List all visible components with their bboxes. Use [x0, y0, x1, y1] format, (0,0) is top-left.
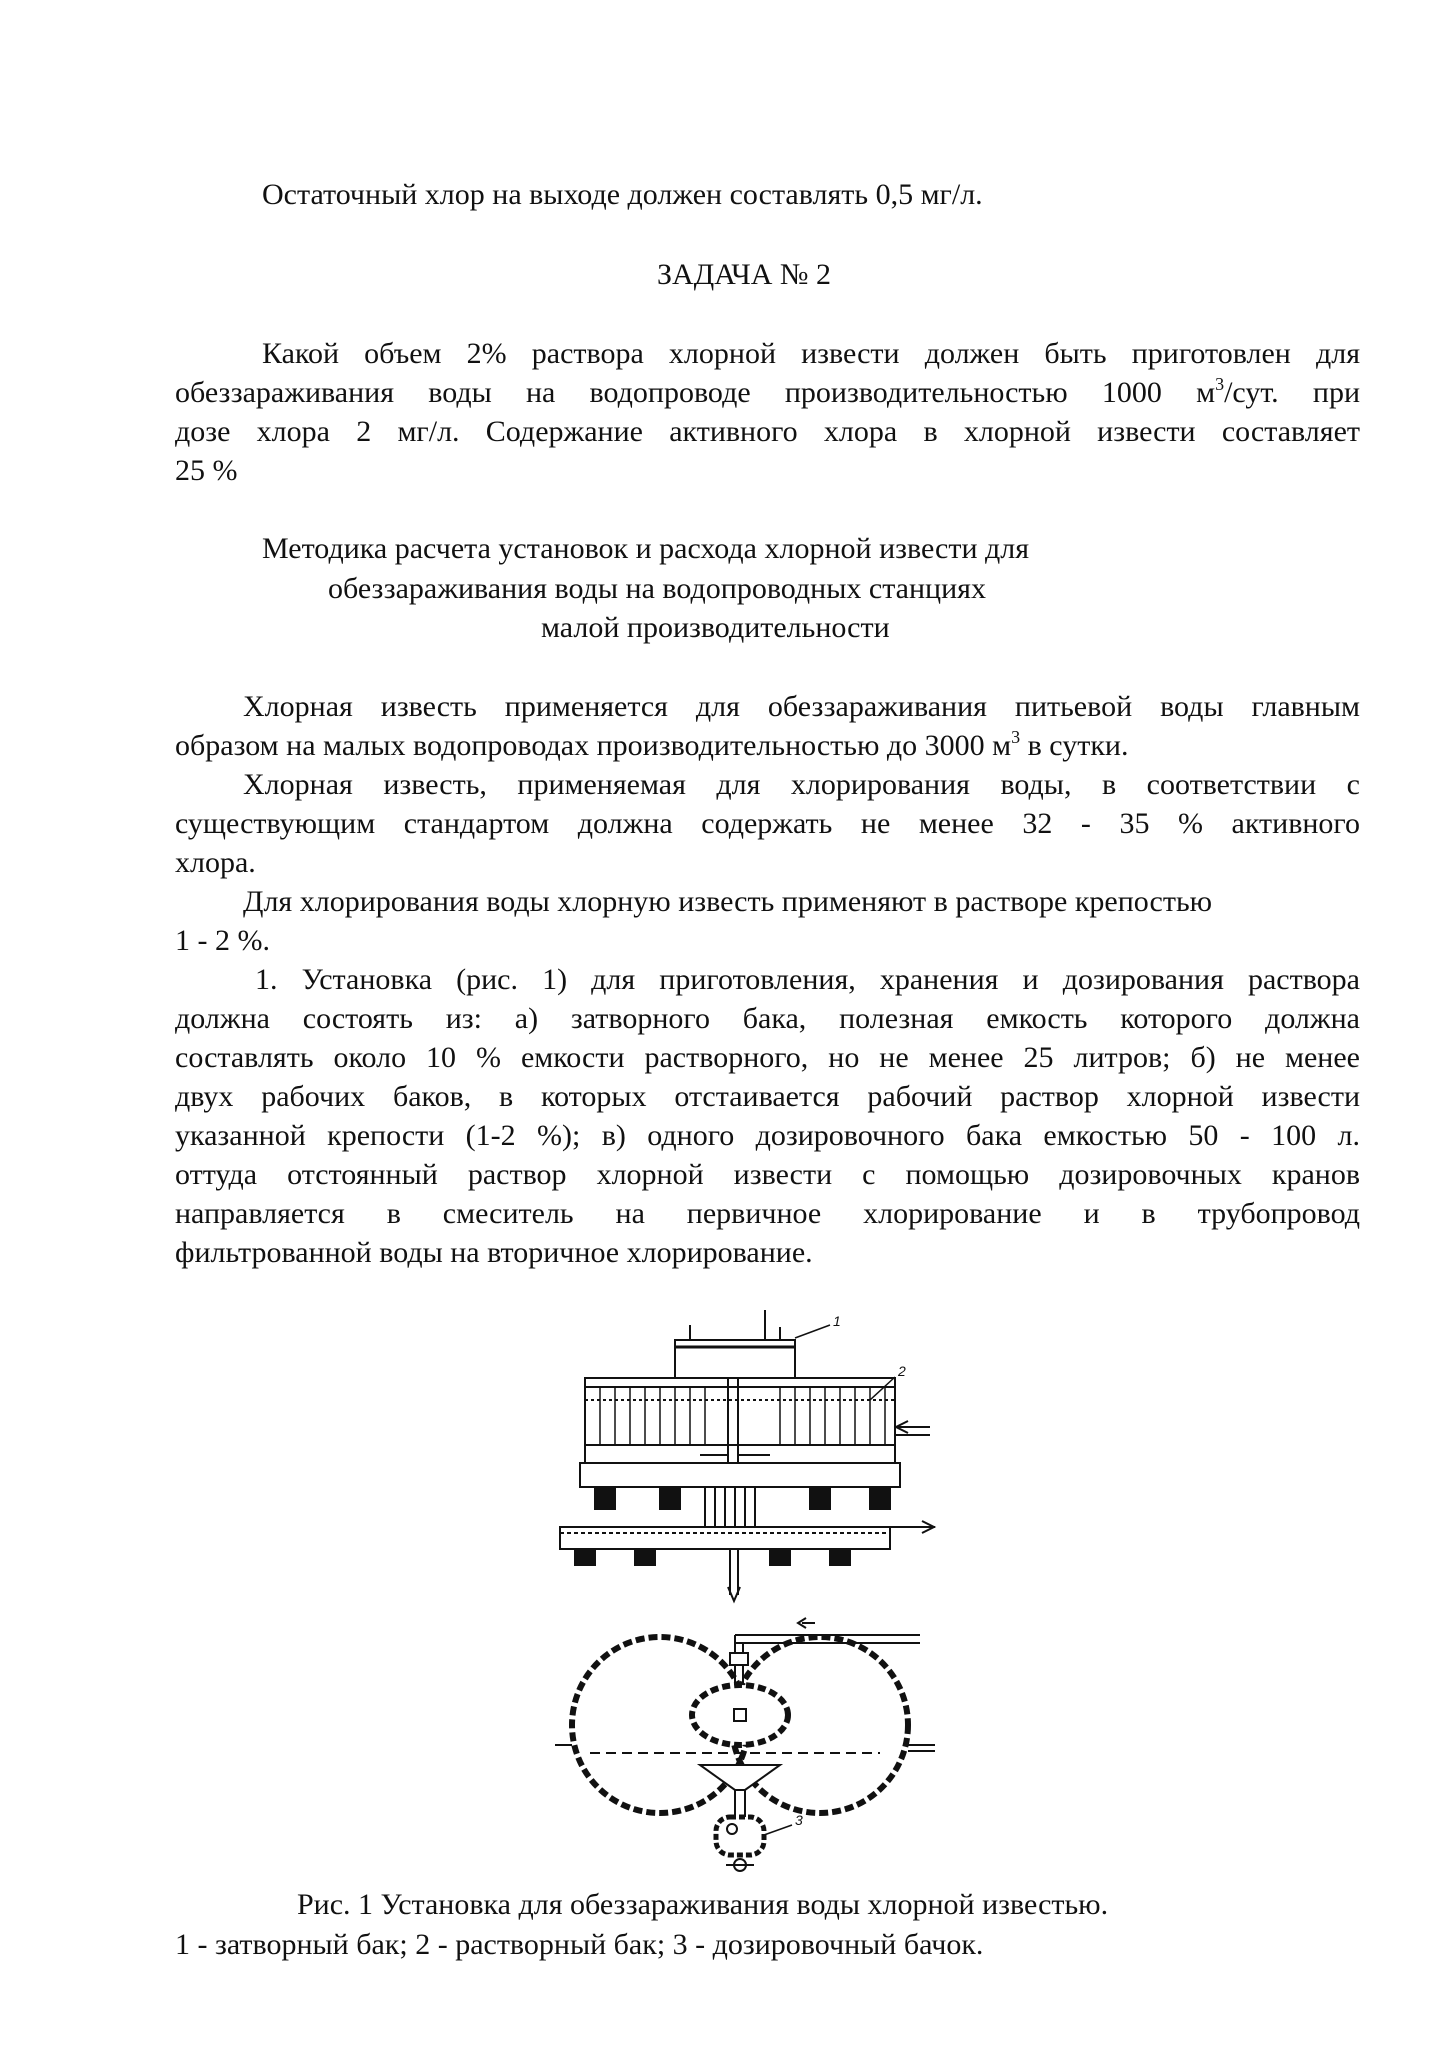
para1-line-2: образом на малых водопроводах производительностью до 3000 $м^3$ в сутки.	[175, 727, 1129, 762]
para4-line-8: фильтрованной воды на вторичное хлорирование.	[175, 1236, 813, 1269]
task-line-2: обеззараживания воды на водопроводе производительностью 1000 $м^3$/сут. при	[175, 374, 1360, 409]
para4-line-3: составлять около 10 % емкости растворного, но не менее 25 литров; б) не менее	[175, 1041, 1360, 1074]
figure-caption-line-1: Рис. 1 Установка для обеззараживания воды хлорной известью.	[297, 1888, 1109, 1921]
installation-figure	[540, 1305, 940, 1875]
figure-caption-line-2: 1 - затворный бак; 2 - растворный бак; 3 - дозировочный бачок.	[175, 1928, 984, 1961]
para4-line-6: оттуда отстоянный раствор хлорной извести с помощью дозировочных кранов	[175, 1158, 1360, 1191]
callout-1: 1	[833, 1313, 841, 1329]
method-title-line-1: Методика расчета установок и расхода хлорной извести для	[262, 532, 1030, 565]
para3-line-2: 1 - 2 %.	[175, 924, 270, 957]
residual-chlorine-text: Остаточный хлор на выходе должен составлять 0,5 мг/л.	[262, 178, 983, 211]
para2-line-1: Хлорная известь, применяемая для хлорирования воды, в соответствии с	[243, 768, 1360, 801]
task-line-1: Какой объем 2% раствора хлорной извести должен быть приготовлен для	[262, 337, 1360, 370]
task-line-3: дозе хлора 2 мг/л. Содержание активного хлора в хлорной извести составляет	[175, 415, 1360, 448]
para4-line-5: указанной крепости (1-2 %); в) одного дозировочного бака емкостью 50 - 100 л.	[175, 1119, 1360, 1152]
para4-line-1: 1. Установка (рис. 1) для приготовления, хранения и дозирования раствора	[255, 963, 1360, 996]
method-title-line-2: обеззараживания воды на водопроводных станциях	[328, 572, 986, 605]
para3-line-1: Для хлорирования воды хлорную известь применяют в растворе крепостью	[243, 885, 1213, 918]
callout-3: 3	[795, 1812, 803, 1828]
para4-line-7: направляется в смеситель на первичное хлорирование и в трубопровод	[175, 1197, 1360, 1230]
para1-line-1: Хлорная известь применяется для обеззараживания питьевой воды главным	[243, 690, 1360, 723]
plan-view	[555, 1618, 935, 1871]
task-heading: ЗАДАЧА № 2	[657, 258, 832, 291]
para2-line-3: хлора.	[175, 846, 256, 879]
method-title-line-3: малой производительности	[541, 611, 890, 644]
task-line-4: 25 %	[175, 454, 238, 487]
elevation-view	[560, 1310, 935, 1601]
para4-line-4: двух рабочих баков, в которых отстаивается рабочий раствор хлорной извести	[175, 1080, 1360, 1113]
para2-line-2: существующим стандартом должна содержать не менее 32 - 35 % активного	[175, 807, 1360, 840]
callout-2: 2	[898, 1363, 906, 1379]
para4-line-2: должна состоять из: а) затворного бака, полезная емкость которого должна	[175, 1002, 1360, 1035]
